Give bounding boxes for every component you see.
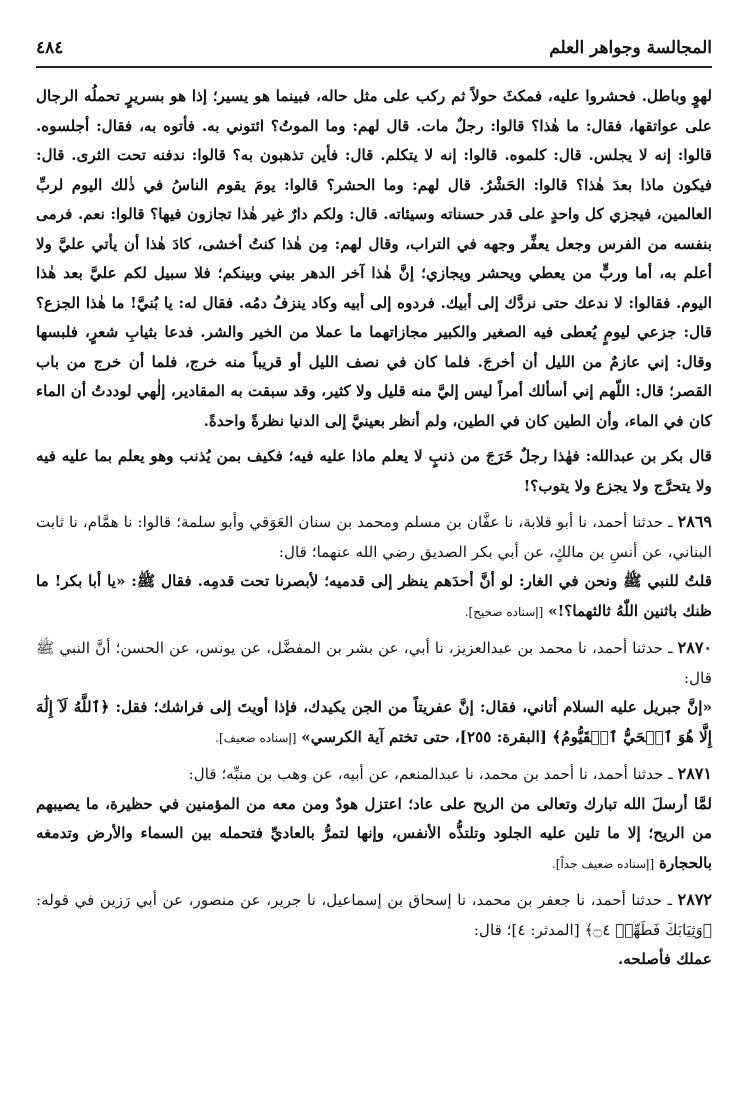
hadith-text: «إنَّ جبريل عليه السلام أتاني، فقال: إنَّ عفريتاً من الجن يكيدك، فإذا أويتَ إلى فراشك؛ فقل: ﴿ٱللَّهُ لَآ إِلَٰهَ إِلَّا هُوَ ٱلۡحَيُّ ٱلۡقَيُّومُ﴾ [البقرة: ٢٥٥]، حتى تختم آية الكرسي» — [36, 698, 712, 746]
page-header — [36, 32, 712, 58]
hadith-number: ٢٨٧١ — [677, 764, 712, 783]
hadith-grading: [إسناده صحيح]. — [464, 604, 544, 619]
hadith-isnad: ـ حدثنا أحمد، نا محمد بن عبدالعزيز، نا أبي، عن بشر بن المفضَّل، عن يونس، عن الحسن؛ أنَّ النبي ﷺ قال: — [36, 639, 712, 687]
narrative-paragraph: لهوٍ وباطل. فحشروا عليه، فمكثَ حولاً ثم ركب على مثل حاله، فبينما هو يسير؛ إذا هو بسريرٍ تحملُه الرجال على عواتقها، فقال: ما هٰذا؟ قالوا: رجلٌ مات. قال لهم: وما الموتُ؟ ائتوني به. فأتوه به، فقال: أجلسوه. قالوا: إنه لا يجلس. قال: كلموه. قالوا: إنه لا يتكلم. قال: فأين تذهبون به؟ قالوا: ندفنه تحت الثرى. قال: فيكون ماذا بعدَ هٰذا؟ قالوا: الحَشْرُ. قال لهم: وما الحشر؟ قالوا: يومَ يقوم الناسُ في ذٰلك اليوم لربِّ العالمين، فيجزي كل واحدٍ على قدر حسناته وسيئاته. قال: ولكم دارٌ غير هٰذا تجازون فيها؟ قالوا: نعم. فرمى بنفسه من الفرس وجعل يعفِّر وجهه في التراب، وقال لهم: مِن هٰذا كنتُ أخشى، كادَ هٰذا أن يأتي عليَّ ولا أعلم به، أما وربٍّ من يعطي ويحشر ويجازي؛ إنَّ هٰذا آخر الدهر بيني وبينكم؛ فلا سبيل لكم عليَّ بعد هٰذا اليوم. فقالوا: لا ندعك حتى نردَّك إلى أبيك. فردوه إلى أبيه وكاد ينزفُ دمُه. فقال له: يا بُنيَّ! ما هٰذا الجزع؟ قال: جزعي ليومٍ يُعطى فيه الصغير والكبير مجازاتهما ما عملا من الخير والشر. فدعا بثيابِ شعرٍ، فلبسها وقال: إني عازمٌ من الليل أن أخرجَ. فلما كان في نصف الليل أو قريباً منه خرج، فلما أن خرج من باب القصر؛ قال: اللّهم إني أسألك أمراً ليس إليَّ منه قليل ولا كثير، وقد سبقت به المقادير، إلٰهي لوددتُ أن الماء كان في الماء، وأن الطين كان في الطين، ولم أنظر بعينيَّ إلى الدنيا نظرةً واحدةً. — [36, 87, 712, 430]
hadith-number: ٢٨٧٠ — [677, 638, 713, 657]
hadith-number: ٢٨٦٩ — [677, 512, 712, 531]
hadith-text: قلتُ للنبي ﷺ ونحن في الغار: لو أنَّ أحدَهم ينظر إلى قدميه؛ لأبصرنا تحت قدمِه. فقال ﷺ: «يا أبا بكر! ما ظنك باثنين اللّٰهُ ثالثهما؟!» — [36, 572, 712, 620]
hadith-entry — [36, 507, 712, 627]
hadith-entry — [36, 759, 712, 879]
hadith-text: لمَّا أرسلَ الله تبارك وتعالى من الريح على عاد؛ اعتزل هودٌ ومن معه من المؤمنين في حظيرة، ما يصيبهم من الريح؛ إلا ما تلين عليه الجلود وتلتذُّه الأنفس، وإنها لتمرُّ بالعاديِّ فتحمله بين السماء والأرض وتدمغه بالحجارة — [36, 794, 712, 872]
page-body — [36, 82, 712, 976]
hadith-isnad: ـ حدثنا أحمد، نا جعفر بن محمد، نا إسحاق بن إسماعيل، نا جرير، عن منصور، عن أبي رَزين في قوله: ﴿وَثِيَابَكَ فَطَهِّرۡ ۝٤﴾ [المدثر: ٤]؛ قال: — [36, 891, 712, 939]
hadith-text: عملك فأصلحه. — [617, 950, 712, 968]
hadith-entry — [36, 885, 712, 976]
hadith-grading: [إسناده ضعيف]. — [215, 730, 297, 745]
closing-remark: قال بكر بن عبدالله: فهٰذا رجلٌ خَرَجَ من ذنبٍ لا يعلم ماذا عليه فيه؛ فكيف بمن يُذنب وهو يعلم بما عليه فيه ولا يتحرَّج ولا يجزع ولا يتوب؟! — [36, 447, 712, 495]
running-title: المجالسة وجواهر العلم — [549, 38, 712, 58]
hadith-isnad: ـ حدثنا أحمد، نا أحمد بن محمد، نا عبدالمنعم، عن أبيه، عن وهب بن منبِّه؛ قال: — [188, 765, 673, 783]
hadith-isnad: ـ حدثنا أحمد، نا أبو قلابة، نا عفَّان بن مسلم ومحمد بن سنان العَوَقي وأبو سلمة؛ قالوا: نا همَّام، نا ثابت البناني، عن أنسِ بن مالكٍ، عن أبي بكر الصديق رضي الله عنهما؛ قال: — [36, 513, 712, 561]
hadith-grading: [إسناده ضعيف جداً]. — [551, 856, 655, 871]
page-number: ٤٨٤ — [36, 38, 64, 58]
hadith-number: ٢٨٧٢ — [677, 890, 713, 909]
header-rule — [36, 66, 712, 68]
hadith-entry — [36, 633, 712, 753]
